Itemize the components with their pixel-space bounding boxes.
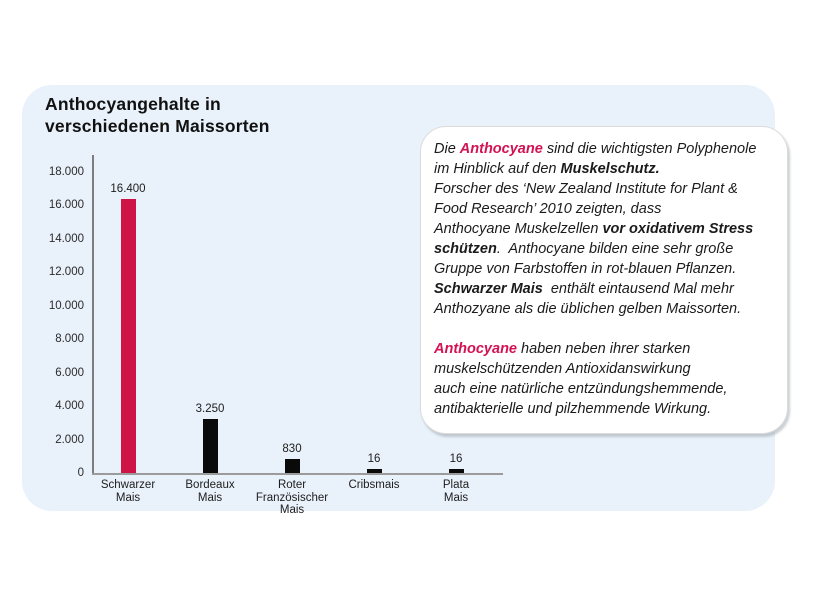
x-category-label bbox=[246, 479, 338, 517]
x-category-label-line: Mais bbox=[115, 491, 141, 504]
bar-value-label: 830 bbox=[282, 443, 302, 456]
bubble-text-segment: auch eine natürliche entzündungshemmende, bbox=[434, 381, 728, 397]
bubble-text-segment: im Hinblick auf den bbox=[434, 161, 561, 177]
bubble-text-segment: sind die wichtigsten Polyphenole bbox=[542, 141, 757, 157]
bubble-text-segment: Die bbox=[434, 141, 460, 157]
bubble-text-segment: antibakterielle und pilzhemmende Wirkung. bbox=[434, 401, 712, 417]
bubble-text-segment: haben neben ihrer starken bbox=[517, 341, 691, 357]
y-tick-label: 16.000 bbox=[48, 199, 84, 212]
bubble-text-line bbox=[434, 239, 776, 259]
y-tick-label: 4.000 bbox=[55, 400, 84, 413]
bubble-text-line bbox=[434, 299, 776, 319]
bubble-text-segment: schützen bbox=[434, 241, 497, 257]
bubble-text-segment: enthält eintausend Mal mehr bbox=[542, 281, 734, 297]
x-category-label-line: Roter bbox=[277, 479, 307, 491]
bubble-text-segment: Food Research’ 2010 zeigten, dass bbox=[434, 201, 662, 217]
bubble-text-segment: Anthozyane als die üblichen gelben Maissorten. bbox=[434, 301, 742, 317]
bar-value-label: 16 bbox=[367, 453, 381, 465]
chart-title-line-2: verschiedenen Maissorten bbox=[45, 116, 270, 136]
infographic-panel bbox=[22, 85, 775, 516]
bubble-text-segment: . Anthocyane bilden eine sehr große bbox=[496, 241, 734, 257]
x-axis-line bbox=[92, 473, 503, 475]
y-tick-label: 6.000 bbox=[55, 366, 84, 379]
y-tick-label: 10.000 bbox=[48, 299, 84, 312]
highlight-anthocyane-text: Anthocyane bbox=[459, 141, 543, 157]
x-category-label-line: Schwarzer bbox=[100, 479, 156, 491]
bubble-text-segment: muskelschützenden Antioxidanswirkung bbox=[434, 361, 691, 377]
bubble-text-line bbox=[434, 379, 776, 399]
bubble-paragraph bbox=[434, 139, 776, 319]
x-category-label-line: Plata bbox=[442, 479, 470, 491]
bubble-text-segment: Anthocyane Muskelzellen bbox=[434, 221, 603, 237]
bar-value-label: 16.400 bbox=[110, 182, 146, 195]
bar-2 bbox=[285, 459, 300, 473]
bar-value-label: 16 bbox=[449, 453, 463, 465]
bar-3 bbox=[367, 469, 382, 473]
bar-0 bbox=[121, 199, 136, 473]
bubble-text-line bbox=[434, 399, 776, 419]
bar-4 bbox=[449, 469, 464, 473]
y-tick-label: 12.000 bbox=[48, 266, 84, 279]
bubble-text-line bbox=[434, 139, 776, 159]
bubble-text-line bbox=[434, 359, 776, 379]
x-category-label bbox=[82, 479, 174, 504]
bubble-text-line bbox=[434, 179, 776, 199]
bubble-text-line bbox=[434, 159, 776, 179]
bubble-text-segment: Muskelschutz. bbox=[560, 161, 660, 177]
y-tick-label: 0 bbox=[77, 467, 84, 479]
highlight-anthocyane-text: Anthocyane bbox=[434, 341, 517, 357]
y-tick-label: 8.000 bbox=[55, 333, 84, 346]
x-category-label-line: Mais bbox=[197, 491, 223, 504]
x-category-label bbox=[164, 479, 256, 504]
bubble-text-line bbox=[434, 339, 776, 359]
bubble-text-segment: Schwarzer Mais bbox=[434, 281, 543, 297]
x-category-label-line: Cribsmais bbox=[348, 479, 400, 491]
chart-title-line-1: Anthocyangehalte in bbox=[45, 94, 221, 114]
y-axis-line bbox=[92, 155, 94, 475]
bar-value-label: 3.250 bbox=[195, 402, 225, 415]
x-category-label-line: Mais bbox=[279, 504, 305, 516]
bar-1 bbox=[203, 419, 218, 473]
bubble-text-segment: vor oxidativem Stress bbox=[602, 221, 754, 237]
x-category-label bbox=[328, 479, 420, 492]
bubble-text-line bbox=[434, 199, 776, 219]
bubble-text-line bbox=[434, 259, 776, 279]
x-category-label bbox=[410, 479, 502, 504]
x-category-label-line: Französischer bbox=[255, 491, 329, 504]
bubble-text-segment: Gruppe von Farbstoffen in rot-blauen Pflanzen. bbox=[434, 261, 737, 277]
bubble-text-segment: Forscher des ‘New Zealand Institute for Plant & bbox=[434, 181, 738, 197]
x-category-label-line: Bordeaux bbox=[185, 479, 235, 491]
y-tick-label: 14.000 bbox=[48, 232, 84, 245]
bubble-text-line bbox=[434, 279, 776, 299]
bubble-text-line bbox=[434, 219, 776, 239]
y-tick-label: 18.000 bbox=[48, 166, 84, 178]
y-tick-label: 2.000 bbox=[55, 433, 84, 446]
bubble-paragraph bbox=[434, 339, 776, 419]
info-bubble bbox=[420, 126, 788, 434]
x-category-label-line: Mais bbox=[443, 491, 469, 504]
